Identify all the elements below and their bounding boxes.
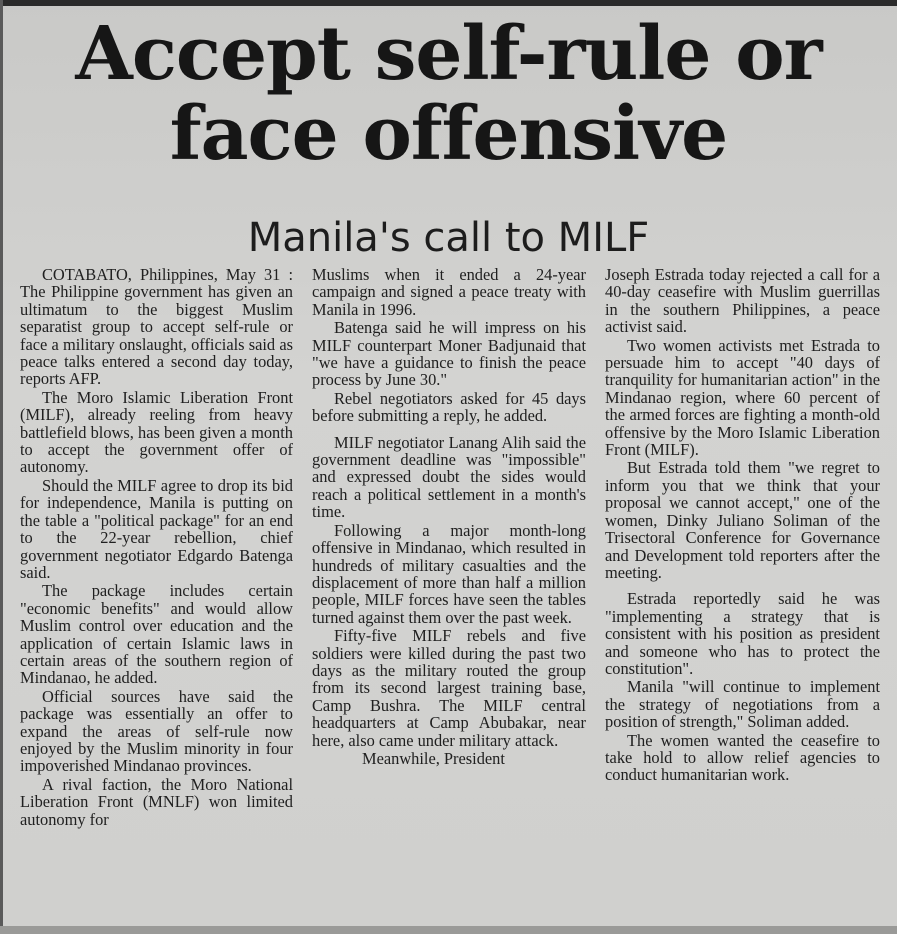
left-border-rule: [0, 0, 3, 934]
article-paragraph: Estrada reportedly said he was "implementing a strategy that is consistent with his position as president and someone who has to protect the constitution".: [605, 589, 880, 678]
article-column-2: [312, 266, 586, 768]
article-paragraph: Muslims when it ended a 24-year campaign and signed a peace treaty with Manila in 1996.: [312, 265, 586, 319]
subheadline: Manila's call to MILF: [247, 215, 650, 261]
article-paragraph: Fifty-five MILF rebels and five soldiers were killed during the past two days as the military routed the group from its second largest training base, Camp Bushra. The MILF central headquarters at Camp Abubakar, near here, also came under military attack.: [312, 626, 586, 750]
article-paragraph: Rebel negotiators asked for 45 days before submitting a reply, he added.: [312, 388, 586, 426]
headline: [10, 11, 887, 177]
article-paragraph: Should the MILF agree to drop its bid for independence, Manila is putting on the table a "political package" for an end to the 22-year rebellion, chief government negotiator Edgardo Batenga said.: [20, 475, 293, 582]
article-paragraph: Manila "will continue to implement the strategy of negotiations from a position of strength," Soliman added.: [605, 677, 880, 732]
top-border-rule: [0, 0, 897, 6]
article-paragraph: The Moro Islamic Liberation Front (MILF), already reeling from heavy battlefield blows, has been given a month to accept the government offer of autonomy.: [20, 387, 293, 477]
bottom-border-rule: [0, 926, 897, 934]
article-paragraph: Joseph Estrada today rejected a call for a 40-day ceasefire with Muslim guerrillas in the southern Philippines, a peace activist said.: [605, 265, 880, 337]
headline-line-1: Accept self-rule or: [75, 11, 822, 97]
article-paragraph: Official sources have said the package was essentially an offer to expand the areas of self-rule now enjoyed by the Muslim minority in four impoverished Mindanao provinces.: [20, 686, 293, 776]
article-paragraph: A rival faction, the Moro National Liberation Front (MNLF) won limited autonomy for: [20, 774, 293, 829]
article-paragraph: Following a major month-long offensive in Mindanao, which resulted in hundreds of military casualties and the displacement of more than half a million people, MILF forces have seen the tables turned against them over the past week.: [312, 520, 586, 627]
article-paragraph: The women wanted the ceasefire to take hold to allow relief agencies to conduct humanitarian work.: [605, 730, 880, 785]
headline-line-2: face offensive: [169, 91, 728, 177]
article-paragraph: Two women activists met Estrada to persuade him to accept "40 days of tranquility for humanitarian action" in the Mindanao region, where 60 percent of the armed forces are fighting a month-old offensive by the Moro Islamic Liberation Front (MILF).: [605, 335, 880, 460]
article-column-3: [605, 266, 880, 785]
article-paragraph: Batenga said he will impress on his MILF counterpart Moner Badjunaid that "we have a guidance to finish the peace process by June 30.": [312, 318, 586, 390]
article-paragraph: MILF negotiator Lanang Alih said the government deadline was "impossible" and expressed doubt the sides would reach a political settlement in a month's time.: [312, 432, 586, 522]
article-column-1: [20, 266, 293, 829]
article-paragraph: The package includes certain "economic benefits" and would allow Muslim control over education and the application of certain Islamic laws in certain areas of the southern region of Mindanao, he added.: [20, 581, 293, 688]
article-paragraph: But Estrada told them "we regret to inform you that we think that your proposal we cannot accept," one of the women, Dinky Juliano Soliman of the Trisectoral Conference for Governance and Development told reporters after the meeting.: [605, 458, 880, 582]
article-paragraph: Meanwhile, President: [362, 748, 505, 768]
article-paragraph: COTABATO, Philippines, May 31 : The Philippine government has given an ultimatum to the biggest Muslim separatist group to accept self-rule or face a military onslaught, officials said as peace talks entered a second day today, reports AFP.: [20, 265, 293, 389]
